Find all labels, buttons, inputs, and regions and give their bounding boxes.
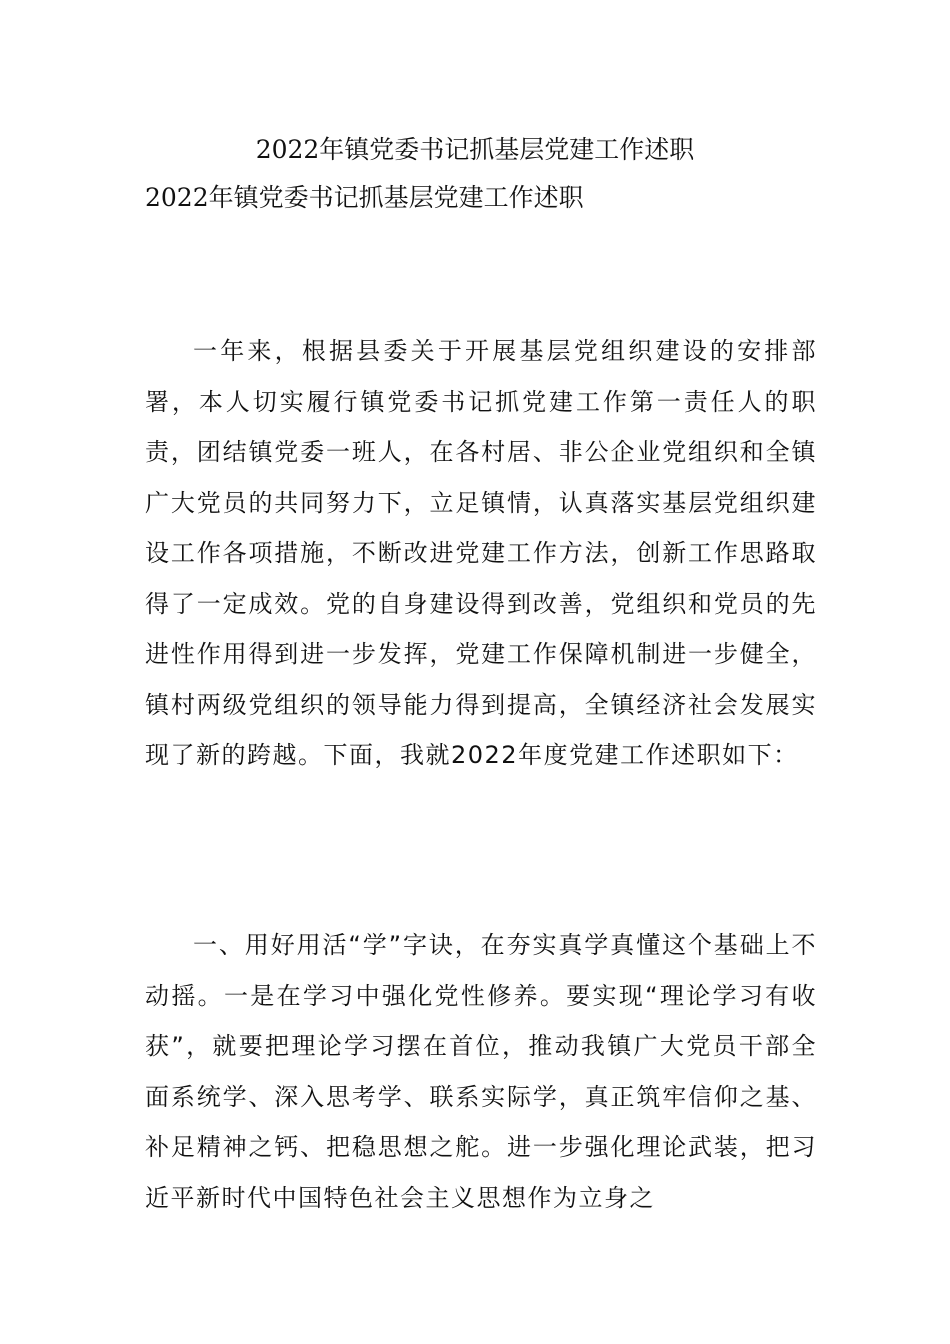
body-paragraph-section-one: 一、用好用活“学”字诀，在夯实真学真懂这个基础上不动摇。一是在学习中强化党性修养。要实现“理论学习有收获”，就要把理论学习摆在首位，推动我镇广大党员干部全面系统学、深入思考学、联系实际学，真正筑牢信仰之基、补足精神之钙、把稳思想之舵。进一步强化理论武装，把习近平新时代中国特色社会主义思想作为立身之 — [145, 931, 817, 1212]
document-title-centered: 2022年镇党委书记抓基层党建工作述职 — [255, 135, 695, 164]
document-title-left: 2022年镇党委书记抓基层党建工作述职 — [145, 183, 584, 212]
body-paragraph-intro: 一年来，根据县委关于开展基层党组织建设的安排部署，本人切实履行镇党委书记抓党建工作第一责任人的职责，团结镇党委一班人，在各村居、非公企业党组织和全镇广大党员的共同努力下，立足镇情，认真落实基层党组织建设工作各项措施，不断改进党建工作方法，创新工作思路取得了一定成效。党的自身建设得到改善，党组织和党员的先进性作用得到进一步发挥，党建工作保障机制进一步健全，镇村两级党组织的领导能力得到提高，全镇经济社会发展实现了新的跨越。下面，我就2022年度党建工作述职如下： — [145, 337, 817, 769]
